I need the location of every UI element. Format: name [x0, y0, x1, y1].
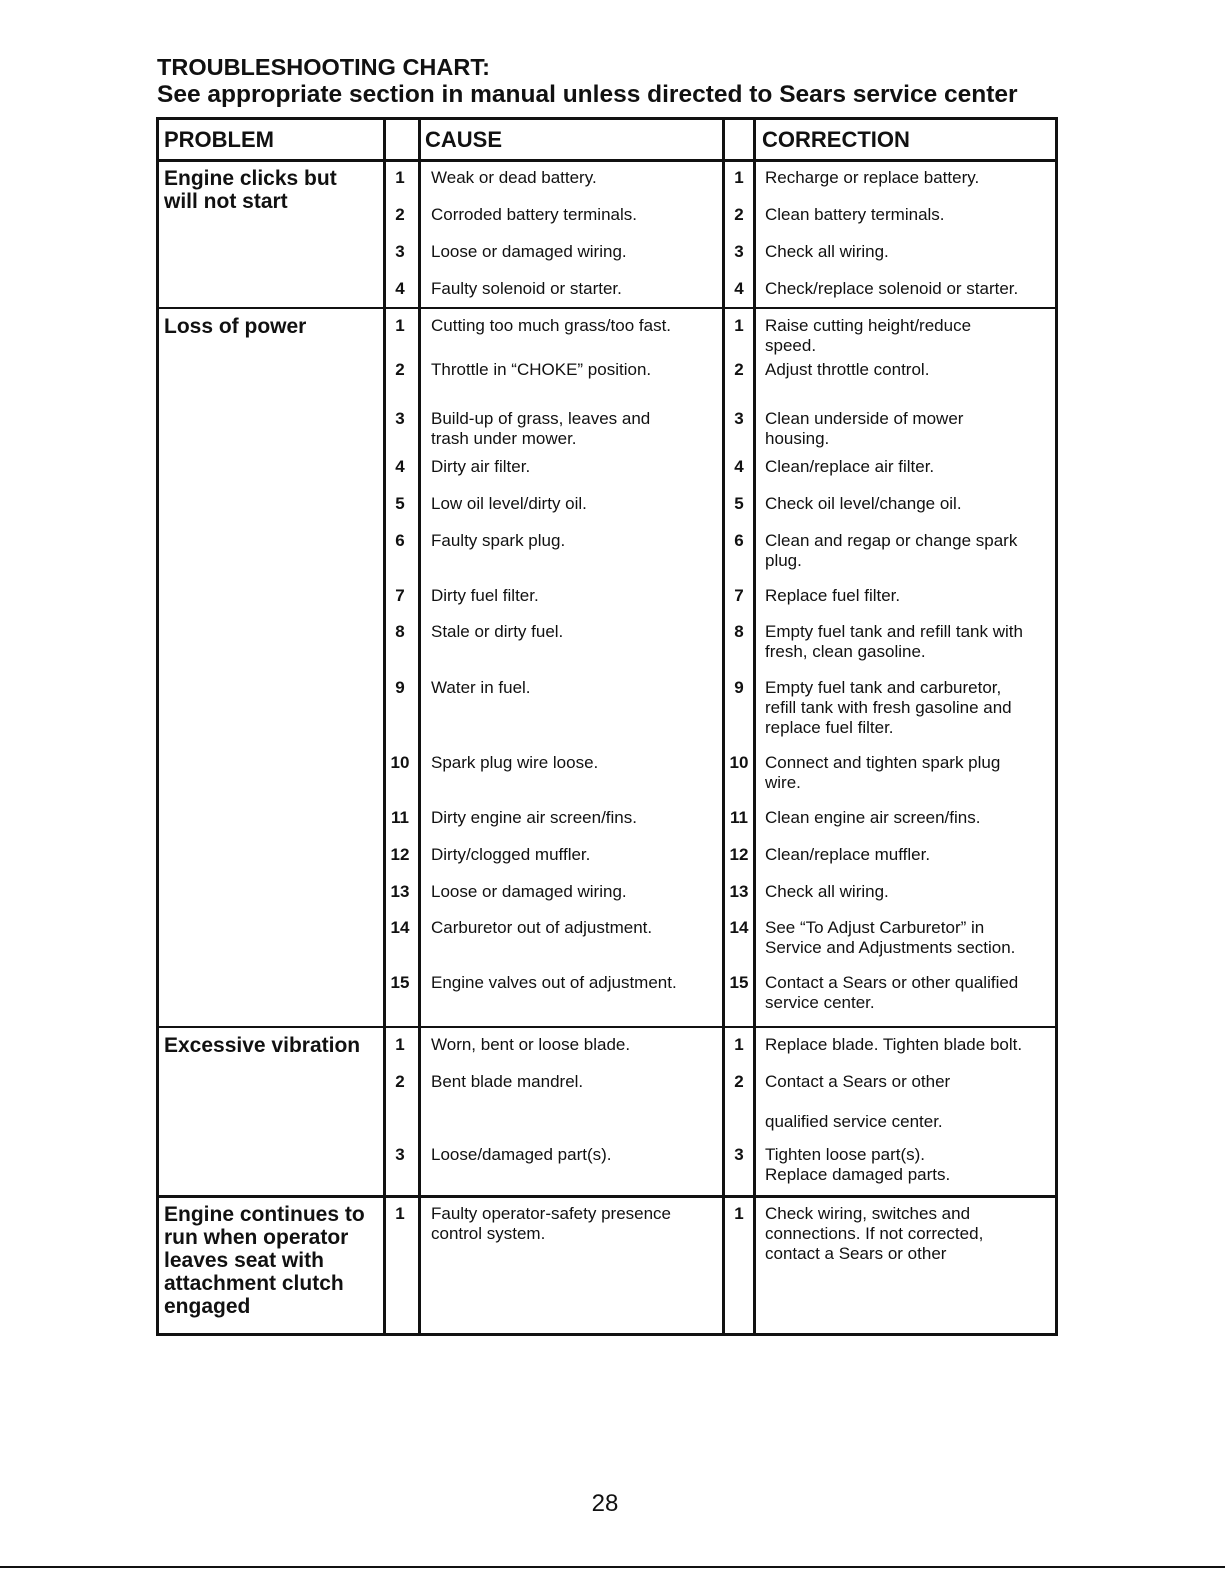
troubleshooting-table	[156, 117, 1058, 1336]
cause-number: 9	[395, 678, 405, 697]
correction-number: 1	[734, 316, 744, 335]
correction-text: Tighten loose part(s). Replace damaged parts.	[765, 1145, 951, 1184]
correction-number: 8	[734, 622, 744, 641]
correction-number: 1	[734, 168, 744, 187]
cause-text: Build-up of grass, leaves and trash under mower.	[431, 409, 651, 448]
group-divider	[159, 1026, 1055, 1028]
correction-text: Check/replace solenoid or starter.	[765, 279, 1019, 298]
cause-number: 2	[395, 205, 405, 224]
cause-number: 10	[390, 753, 410, 772]
cause-text: Dirty air filter.	[431, 457, 531, 476]
correction-text: Clean engine air screen/fins.	[765, 808, 981, 827]
correction-text: Empty fuel tank and refill tank with fresh, clean gasoline.	[765, 622, 1023, 661]
correction-text: Check all wiring.	[765, 242, 889, 261]
column-header-cause: CAUSE	[425, 127, 503, 152]
correction-text: Contact a Sears or other qualified service center.	[765, 1072, 951, 1131]
correction-number: 3	[734, 1145, 744, 1164]
correction-number: 9	[734, 678, 744, 697]
cause-number: 1	[395, 1035, 405, 1054]
correction-number: 2	[734, 205, 744, 224]
cause-number: 3	[395, 409, 405, 428]
cause-text: Faulty spark plug.	[431, 531, 566, 550]
column-header-correction: CORRECTION	[762, 127, 910, 152]
correction-number: 14	[729, 918, 749, 937]
cause-text: Bent blade mandrel.	[431, 1072, 584, 1091]
correction-number: 5	[734, 494, 744, 513]
cause-text: Corroded battery terminals.	[431, 205, 637, 224]
correction-text: Clean/replace air filter.	[765, 457, 935, 476]
cause-number: 4	[395, 457, 405, 476]
cause-text: Faulty solenoid or starter.	[431, 279, 622, 298]
cause-text: Dirty engine air screen/fins.	[431, 808, 637, 827]
problem-label: Engine continues to run when operator leaves seat with attachment clutch engaged	[164, 1203, 365, 1318]
correction-number: 10	[729, 753, 749, 772]
correction-number: 2	[734, 1072, 744, 1091]
cause-number: 7	[395, 586, 405, 605]
cause-number: 11	[391, 808, 409, 827]
correction-text: See “To Adjust Carburetor” in Service and Adjustments section.	[765, 918, 1016, 957]
cause-text: Water in fuel.	[431, 678, 531, 697]
column-divider	[418, 120, 421, 1333]
header-divider	[159, 159, 1055, 162]
cause-number: 3	[395, 242, 405, 261]
cause-number: 1	[395, 1204, 405, 1223]
group-divider	[159, 307, 1055, 309]
cause-number: 8	[395, 622, 405, 641]
cause-text: Low oil level/dirty oil.	[431, 494, 587, 513]
cause-number: 15	[390, 973, 410, 992]
cause-text: Loose or damaged wiring.	[431, 882, 627, 901]
cause-text: Spark plug wire loose.	[431, 753, 599, 772]
column-divider	[753, 120, 756, 1333]
correction-number: 13	[729, 882, 749, 901]
correction-text: Check all wiring.	[765, 882, 889, 901]
correction-text: Recharge or replace battery.	[765, 168, 980, 187]
correction-text: Replace blade. Tighten blade bolt.	[765, 1035, 1023, 1054]
cause-text: Cutting too much grass/too fast.	[431, 316, 672, 335]
correction-number: 1	[734, 1035, 744, 1054]
cause-text: Dirty fuel filter.	[431, 586, 539, 605]
correction-text: Clean battery terminals.	[765, 205, 945, 224]
correction-text: Check wiring, switches and connections. If not corrected, contact a Sears or other	[765, 1204, 984, 1263]
cause-text: Worn, bent or loose blade.	[431, 1035, 631, 1054]
correction-text: Contact a Sears or other qualified service center.	[765, 973, 1019, 1012]
cause-text: Faulty operator-safety presence control system.	[431, 1204, 672, 1243]
cause-number: 13	[390, 882, 410, 901]
cause-number: 1	[395, 316, 405, 335]
correction-text: Clean/replace muffler.	[765, 845, 931, 864]
page-number: 28	[591, 1490, 619, 1517]
correction-text: Replace fuel filter.	[765, 586, 901, 605]
correction-number: 1	[734, 1204, 744, 1223]
correction-text: Check oil level/change oil.	[765, 494, 962, 513]
correction-number: 3	[734, 409, 744, 428]
cause-number: 3	[395, 1145, 405, 1164]
problem-label: Engine clicks but will not start	[164, 167, 337, 213]
correction-text: Clean and regap or change spark plug.	[765, 531, 1018, 570]
cause-number: 4	[395, 279, 405, 298]
cause-number: 12	[390, 845, 410, 864]
correction-number: 4	[734, 457, 744, 476]
cause-number: 2	[395, 360, 405, 379]
cause-text: Weak or dead battery.	[431, 168, 597, 187]
correction-number: 7	[734, 586, 744, 605]
cause-number: 6	[395, 531, 405, 550]
correction-number: 4	[734, 279, 744, 298]
cause-text: Carburetor out of adjustment.	[431, 918, 653, 937]
problem-label: Loss of power	[164, 315, 307, 338]
correction-number: 3	[734, 242, 744, 261]
cause-text: Loose/damaged part(s).	[431, 1145, 612, 1164]
cause-text: Engine valves out of adjustment.	[431, 973, 677, 992]
cause-text: Stale or dirty fuel.	[431, 622, 564, 641]
correction-number: 12	[729, 845, 749, 864]
group-divider	[159, 1195, 1055, 1198]
bottom-rule	[0, 1566, 1225, 1568]
cause-text: Dirty/clogged muffler.	[431, 845, 591, 864]
correction-text: Connect and tighten spark plug wire.	[765, 753, 1001, 792]
correction-text: Empty fuel tank and carburetor, refill tank with fresh gasoline and replace fuel filter.	[765, 678, 1012, 737]
chart-subtitle: See appropriate section in manual unless directed to Sears service center	[157, 81, 1018, 108]
cause-number: 1	[395, 168, 405, 187]
cause-number: 5	[395, 494, 405, 513]
correction-text: Adjust throttle control.	[765, 360, 930, 379]
correction-text: Clean underside of mower housing.	[765, 409, 964, 448]
correction-number: 2	[734, 360, 744, 379]
cause-text: Loose or damaged wiring.	[431, 242, 627, 261]
chart-title: TROUBLESHOOTING CHART:	[157, 54, 490, 80]
correction-number: 15	[729, 973, 749, 992]
correction-text: Raise cutting height/reduce speed.	[765, 316, 972, 355]
correction-number: 6	[734, 531, 744, 550]
cause-number: 2	[395, 1072, 405, 1091]
cause-number: 14	[390, 918, 410, 937]
cause-text: Throttle in “CHOKE” position.	[431, 360, 652, 379]
correction-number: 11	[730, 808, 748, 827]
problem-label: Excessive vibration	[164, 1034, 361, 1057]
column-header-problem: PROBLEM	[164, 127, 274, 152]
